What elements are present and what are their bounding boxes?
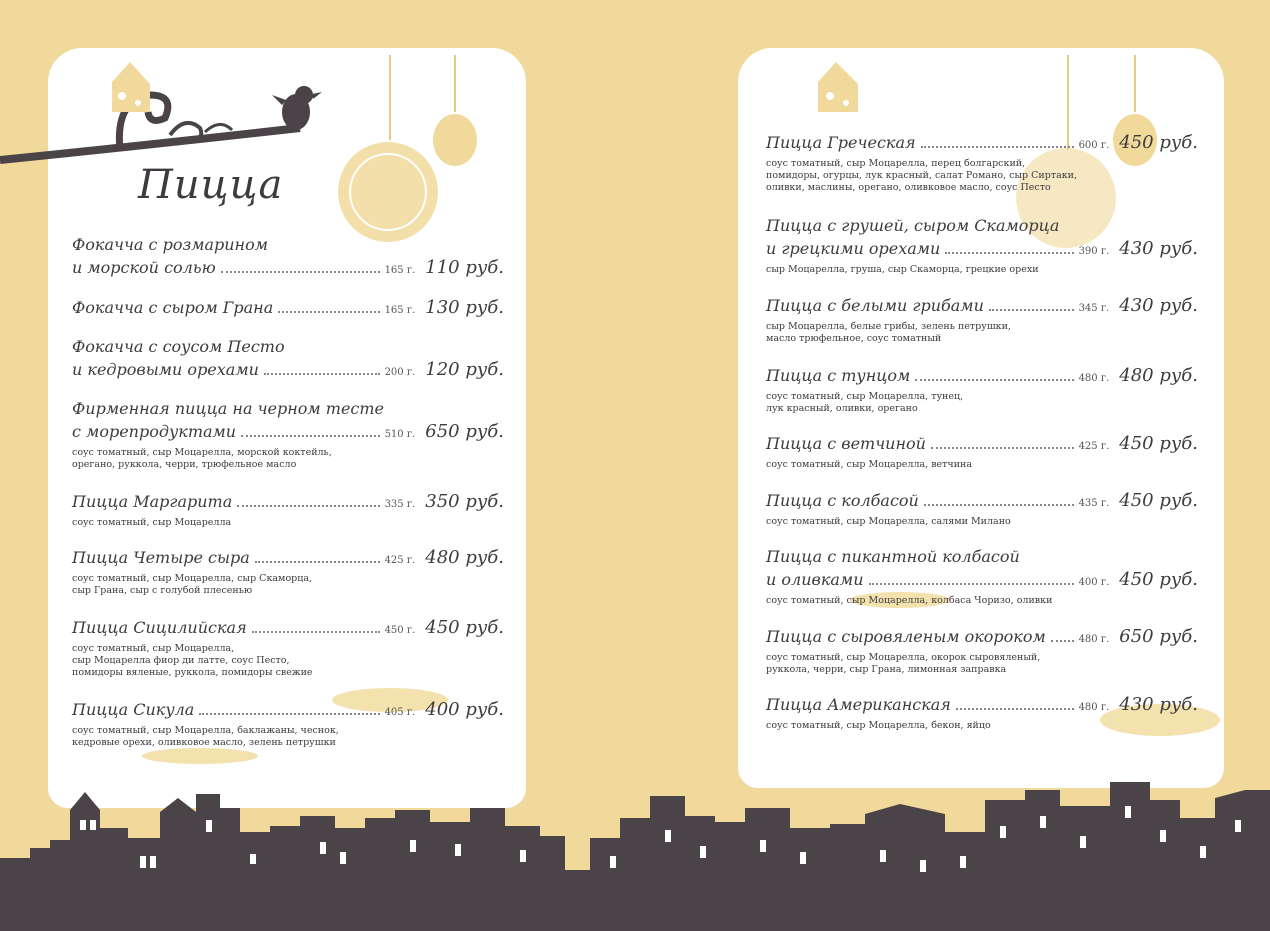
menu-item <box>72 698 504 749</box>
menu-item-name: Пицца с грушей, сыром Скаморца <box>766 216 1060 235</box>
menu-item-name: Пицца Четыре сыра <box>72 548 250 567</box>
leader-dots <box>255 561 380 563</box>
menu-item-price: 120 руб. <box>425 359 504 380</box>
leader-dots <box>278 311 379 313</box>
menu-item-description: соус томатный, сыр Моцарелла, салями Милано <box>766 516 1011 527</box>
cheese-icon <box>818 62 858 112</box>
menu-item-weight: 345 г. <box>1078 303 1110 314</box>
menu-item <box>766 214 1198 276</box>
menu-item-price: 400 руб. <box>425 699 504 720</box>
menu-item-name: Пицца с сыровяленым окороком <box>766 627 1046 646</box>
menu-item <box>72 616 504 679</box>
leader-dots <box>956 708 1074 710</box>
menu-item-name: Фокачча с сыром Грана <box>72 298 274 317</box>
leader-dots <box>241 435 379 437</box>
menu-item-price: 480 руб. <box>425 547 504 568</box>
leader-dots <box>237 505 379 507</box>
leader-dots <box>921 146 1074 148</box>
menu-item-name: Пицца Сикула <box>72 700 195 719</box>
menu-item-weight: 390 г. <box>1078 246 1110 257</box>
menu-item-name: Пицца Греческая <box>766 133 916 152</box>
menu-item-weight: 480 г. <box>1078 702 1110 713</box>
leader-dots <box>199 713 379 715</box>
menu-item-name: Пицца Сицилийская <box>72 618 247 637</box>
menu-item <box>72 490 504 529</box>
menu-item-price: 450 руб. <box>425 617 504 638</box>
menu-item-name: и оливками <box>766 570 864 589</box>
menu-item-description: соус томатный, сыр Моцарелла, бекон, яйцо <box>766 720 991 731</box>
leader-dots <box>989 309 1074 311</box>
menu-item-description: соус томатный, сыр Моцарелла, сыр Моцарелла фиор ди латте, соус Песто, помидоры вяленые, руккола, помидоры свежие <box>72 643 313 678</box>
menu-item <box>72 397 504 471</box>
menu-item-weight: 200 г. <box>384 367 416 378</box>
menu-item-weight: 480 г. <box>1078 373 1110 384</box>
menu-item-description: сыр Моцарелла, белые грибы, зелень петрушки, масло трюфельное, соус томатный <box>766 321 1011 344</box>
leader-dots <box>264 373 380 375</box>
leader-dots <box>252 631 380 633</box>
leader-dots <box>1051 640 1074 642</box>
menu-item <box>766 693 1198 732</box>
menu-item-price: 430 руб. <box>1119 694 1198 715</box>
menu-item-weight: 435 г. <box>1078 498 1110 509</box>
leader-dots <box>221 271 380 273</box>
menu-item-price: 130 руб. <box>425 297 504 318</box>
leader-dots <box>931 447 1074 449</box>
menu-item-description: соус томатный, сыр Моцарелла <box>72 517 232 528</box>
menu-item-name: Пицца Маргарита <box>72 492 233 511</box>
menu-item <box>766 294 1198 345</box>
menu-item-description: соус томатный, сыр Моцарелла, окорок сыровяленый, руккола, черри, сыр Грана, лимонная заправка <box>766 652 1041 675</box>
menu-item <box>766 364 1198 415</box>
menu-item-name: с морепродуктами <box>72 422 237 441</box>
menu-item-price: 450 руб. <box>1119 132 1198 153</box>
menu-item-price: 650 руб. <box>425 421 504 442</box>
menu-item-price: 430 руб. <box>1119 238 1198 259</box>
menu-item-weight: 335 г. <box>384 499 416 510</box>
menu-item-description: соус томатный, сыр Моцарелла, баклажаны, чеснок, кедровые орехи, оливковое масло, зелень петрушки <box>72 725 339 748</box>
menu-item-description: соус томатный, сыр Моцарелла, сыр Скаморца, сыр Грана, сыр с голубой плесенью <box>72 573 313 596</box>
menu-item-weight: 425 г. <box>1078 441 1110 452</box>
menu-item <box>766 432 1198 471</box>
menu-item-name: и кедровыми орехами <box>72 360 259 379</box>
menu-item-description: соус томатный, сыр Моцарелла, тунец, лук красный, оливки, орегано <box>766 391 964 414</box>
menu-item <box>72 233 504 282</box>
menu-item-price: 430 руб. <box>1119 295 1198 316</box>
menu-item-weight: 425 г. <box>384 555 416 566</box>
menu-item-name: Фокачча с розмарином <box>72 235 268 254</box>
menu-item-name: Пицца Американская <box>766 695 951 714</box>
menu-item-price: 110 руб. <box>425 257 504 278</box>
menu-item-weight: 405 г. <box>384 707 416 718</box>
menu-item-name: Пицца с тунцом <box>766 366 911 385</box>
menu-item <box>766 545 1198 607</box>
city-skyline <box>0 760 1270 931</box>
menu-item-description: соус томатный, сыр Моцарелла, колбаса Чоризо, оливки <box>766 595 1053 606</box>
menu-item <box>766 131 1198 194</box>
menu-item <box>766 489 1198 528</box>
menu-item-weight: 165 г. <box>384 265 416 276</box>
menu-item-description: соус томатный, сыр Моцарелла, перец болгарский, помидоры, огурцы, лук красный, салат Романо, сыр Сиртаки, оливки, маслины, орегано, оливковое масло, соус Песто <box>766 158 1078 193</box>
menu-item-name: Пицца с белыми грибами <box>766 296 984 315</box>
pepper-icon <box>433 55 477 166</box>
menu-item-price: 450 руб. <box>1119 569 1198 590</box>
menu-item-price: 480 руб. <box>1119 365 1198 386</box>
menu-item-name: Пицца с пикантной колбасой <box>766 547 1020 566</box>
menu-title: Пицца <box>138 162 284 208</box>
leader-dots <box>945 252 1073 254</box>
menu-item <box>72 296 504 322</box>
menu-item <box>72 335 504 384</box>
menu-item-price: 450 руб. <box>1119 490 1198 511</box>
leader-dots <box>869 583 1074 585</box>
menu-item-price: 450 руб. <box>1119 433 1198 454</box>
menu-item-description: соус томатный, сыр Моцарелла, морской коктейль, орегано, руккола, черри, трюфельное масло <box>72 447 332 470</box>
leader-dots <box>924 504 1074 506</box>
menu-item-weight: 400 г. <box>1078 577 1110 588</box>
menu-item-weight: 480 г. <box>1078 634 1110 645</box>
leader-dots <box>915 379 1073 381</box>
menu-item-name: Фирменная пицца на черном тесте <box>72 399 385 418</box>
menu-item-name: и грецкими орехами <box>766 239 941 258</box>
menu-item-name: Пицца с ветчиной <box>766 434 926 453</box>
menu-item-name: и морской солью <box>72 258 216 277</box>
bird-icon <box>272 86 322 130</box>
menu-item-name: Пицца с колбасой <box>766 491 919 510</box>
pizza-icon <box>338 55 438 242</box>
menu-item <box>766 625 1198 676</box>
menu-item-price: 350 руб. <box>425 491 504 512</box>
menu-item-weight: 450 г. <box>384 625 416 636</box>
menu-item <box>72 546 504 597</box>
menu-item-weight: 165 г. <box>384 305 416 316</box>
cheese-icon <box>112 62 150 112</box>
menu-item-weight: 600 г. <box>1078 140 1110 151</box>
menu-item-price: 650 руб. <box>1119 626 1198 647</box>
menu-item-weight: 510 г. <box>384 429 416 440</box>
menu-item-description: сыр Моцарелла, груша, сыр Скаморца, грецкие орехи <box>766 264 1039 275</box>
menu-item-name: Фокачча с соусом Песто <box>72 337 285 356</box>
menu-item-description: соус томатный, сыр Моцарелла, ветчина <box>766 459 973 470</box>
